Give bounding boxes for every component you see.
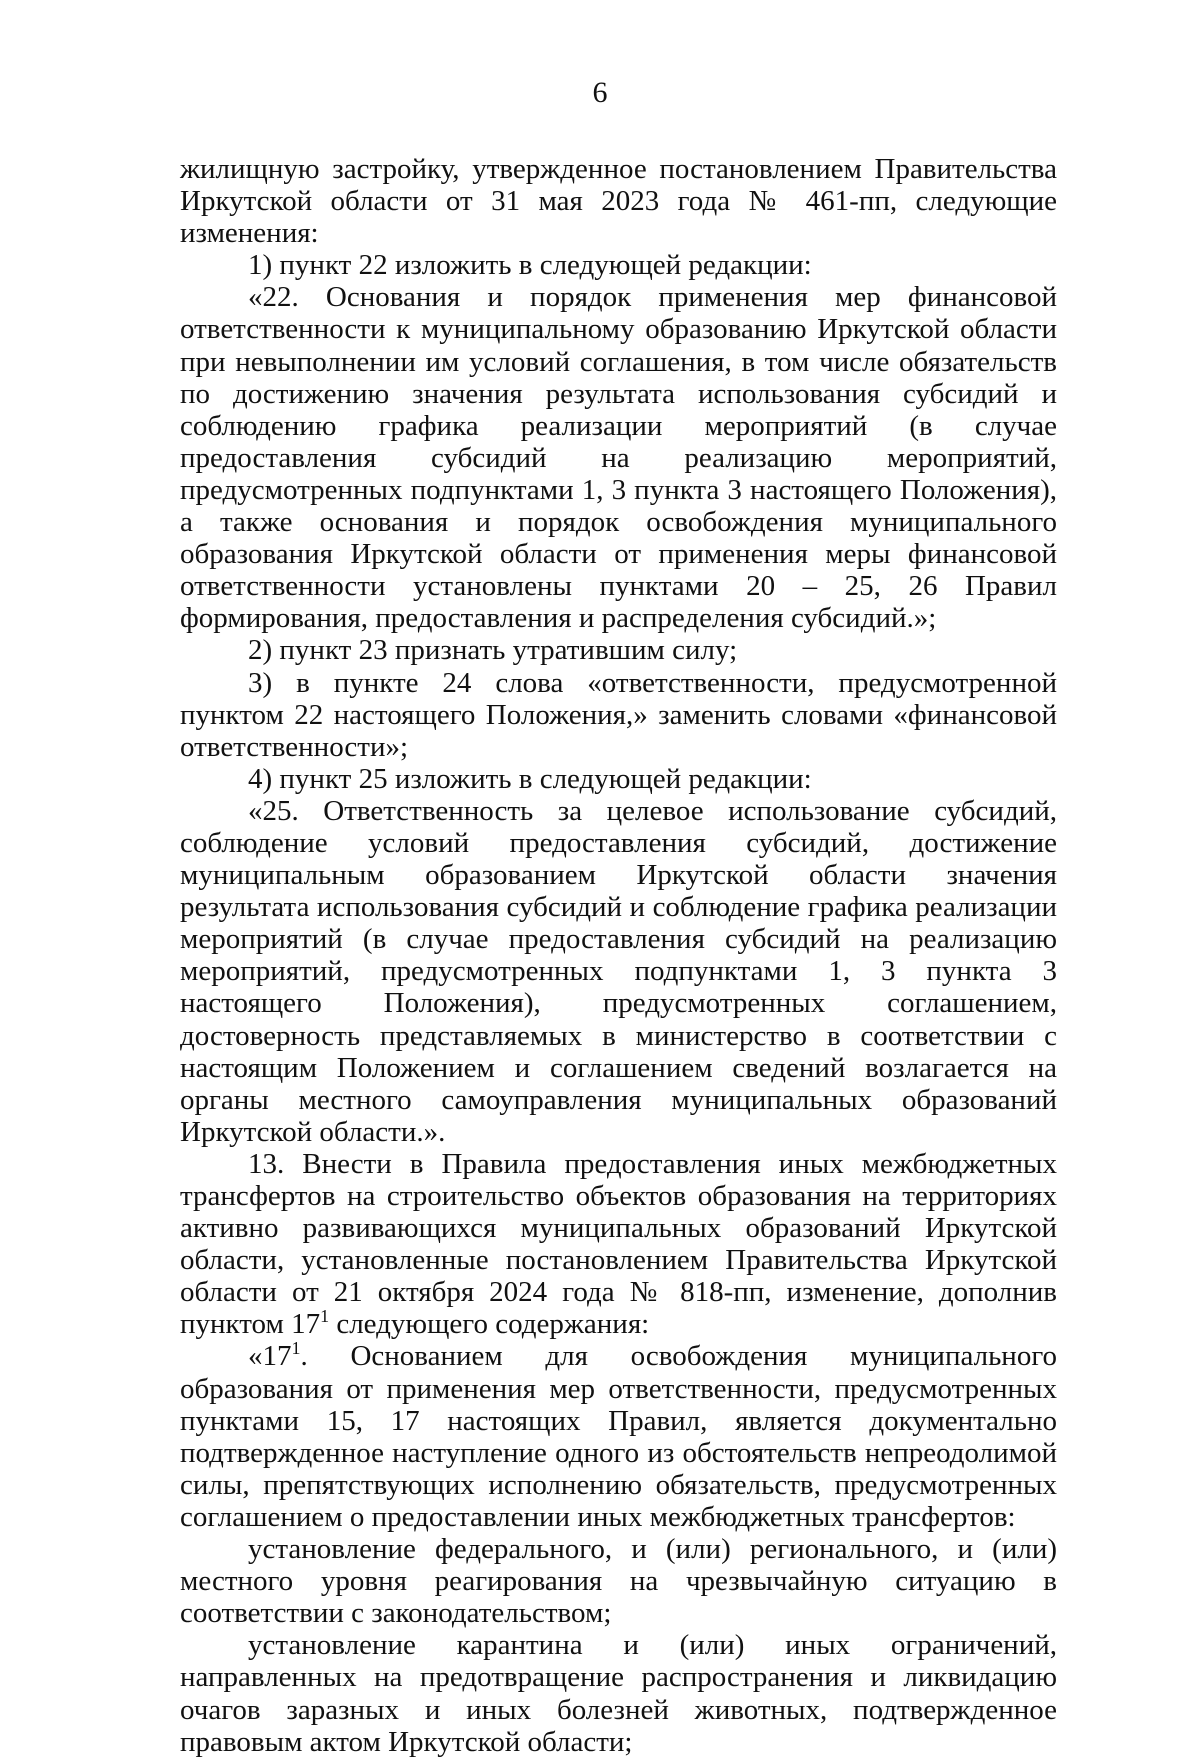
paragraph-emergency: установление федерального, и (или) регионального, и (или) местного уровня реагирования на чрезвычайную ситуацию в соответствии с законодательством; [180,1533,1057,1630]
paragraph-item-2: 2) пункт 23 признать утратившим силу; [248,634,738,667]
paragraph-item-3: 3) в пункте 24 слова «ответственности, предусмотренной пунктом 22 настоящего Положения,» заменить словами «финансовой ответственности»; [180,666,1057,763]
paragraph-quote-25: «25. Ответственность за целевое использование субсидий, соблюдение условий предоставления субсидий, достижение муниципальным образованием Иркутской области значения результата использования субсидий и соблюдение графика реализации мероприятий (в случае предоставления субсидий на реализацию мероприятий, предусмотренных подпунктами 1, 3 пункта 3 настоящего Положения), предусмотренных соглашением, достоверность представляемых в министерство в соответствии с настоящим Положением и соглашением сведений возлагается на органы местного самоуправления муниципальных образований Иркутской области.». [180,794,1057,1148]
paragraph-quote-22: «22. Основания и порядок применения мер финансовой ответственности к муниципальному образованию Иркутской области при невыполнении им условий соглашения, в том числе обязательств по достижению значения результата использования субсидий и соблюдению графика реализации мероприятий (в случае предоставления субсидий на реализацию мероприятий, предусмотренных подпунктами 1, 3 пункта 3 настоящего Положения), а также основания и порядок освобождения муниципального образования Иркутской области от применения меры финансовой ответственности установлены пунктами 20 – 25, 26 Правил формирования, предоставления и распределения субсидий.»; [180,281,1057,635]
superscript: 1 [320,1306,330,1327]
paragraph-item-1: 1) пункт 22 изложить в следующей редакции: [248,249,812,282]
document-body [180,153,1057,1758]
quote-17-text: . Основанием для освобождения муниципального образования от применения мер ответственности, предусмотренных пунктами 15, 17 настоящих Правил, является документально подтвержденное наступление одного из обстоятельств непреодолимой силы, препятствующих исполнению обязательств, предусмотренных соглашением о предоставлении иных межбюджетных трансфертов: [180,1340,1057,1533]
paragraph-quote-17-1 [180,1340,1057,1533]
paragraph-item-4: 4) пункт 25 изложить в следующей редакции: [248,762,812,795]
section-13-tail: следующего содержания: [329,1308,650,1341]
section-13-text: 13. Внести в Правила предоставления иных межбюджетных трансфертов на строительство объектов образования на территориях активно развивающихся муниципальных образований Иркутской области, установленные постановлением Правительства Иркутской области от 21 октября 2024 года № 818-пп, изменение, дополнив пунктом 17 [180,1147,1057,1341]
quote-17-prefix: «17 [248,1340,292,1373]
superscript: 1 [291,1338,301,1359]
paragraph-section-13 [180,1148,1057,1341]
page-number: 6 [592,76,608,109]
paragraph-continuation: жилищную застройку, утвержденное постановлением Правительства Иркутской области от 31 мая 2023 года № 461-пп, следующие изменения: [180,153,1057,250]
paragraph-quarantine: установление карантина и (или) иных ограничений, направленных на предотвращение распространения и ликвидацию очагов заразных и иных болезней животных, подтвержденное правовым актом Иркутской области; [180,1629,1057,1758]
